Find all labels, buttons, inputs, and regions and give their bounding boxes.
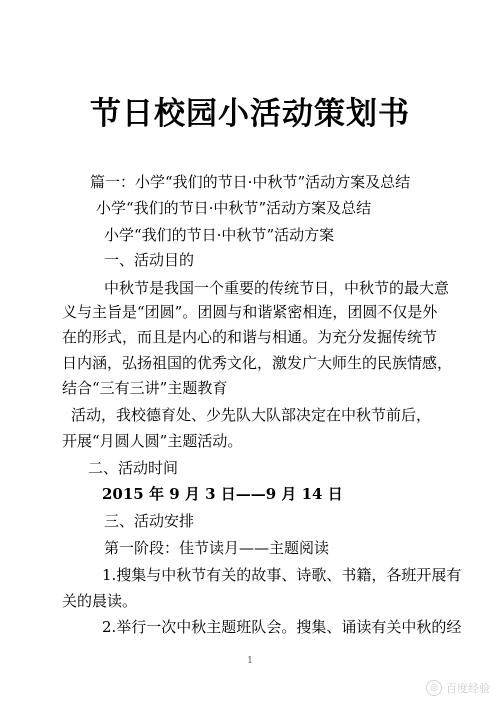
paragraph-line: 在的形式，而且是内心的和谐与相通。为充分发掘传统节 [62,328,438,346]
document-title: 节日校园小活动策划书 [90,96,410,132]
paragraph-line: 日内涵，弘扬祖国的优秀文化，激发广大师生的民族情感， [62,354,453,372]
date-range: 2015 年 9 月 3 日——9 月 14 日 [102,485,343,503]
paragraph-line: 活动，我校德育处、少先队大队部决定在中秋节前后， [71,406,432,424]
paragraph-line: 义与主旨是“团圆”。团圆与和谐紧密相连，团圆不仅是外 [62,303,438,321]
section-heading: 二、活动时间 [88,459,179,477]
stage-heading: 第一阶段：佳节读月——主题阅读 [104,539,330,557]
subtitle-line: 小学“我们的节日·中秋节”活动方案及总结 [96,199,372,217]
page-number: 1 [247,656,253,666]
paragraph-line: 中秋节是我国一个重要的传统节日，中秋节的最大意 [104,279,450,297]
list-item: 2.举行一次中秋主题班队会。搜集、诵读有关中秋的经 [102,618,462,636]
section-heading: 三、活动安排 [104,512,195,530]
list-item: 1.搜集与中秋节有关的故事、诗歌、书籍，各班开展有 [102,566,462,584]
watermark [426,680,490,696]
paragraph-line: 结合“三有三讲”主题教育 [62,379,228,397]
watermark-logo-icon: ◎ [426,680,442,696]
section-heading: 一、活动目的 [104,251,195,269]
subtitle-line: 小学“我们的节日·中秋节”活动方案 [104,226,335,244]
list-item-continuation: 关的晨读。 [62,592,138,610]
watermark-text: 百度经验 [446,682,490,695]
paragraph-line: 开展“月圆人圆”主题活动。 [62,432,243,450]
chapter-heading: 篇一：小学“我们的节日·中秋节”活动方案及总结 [90,173,411,191]
